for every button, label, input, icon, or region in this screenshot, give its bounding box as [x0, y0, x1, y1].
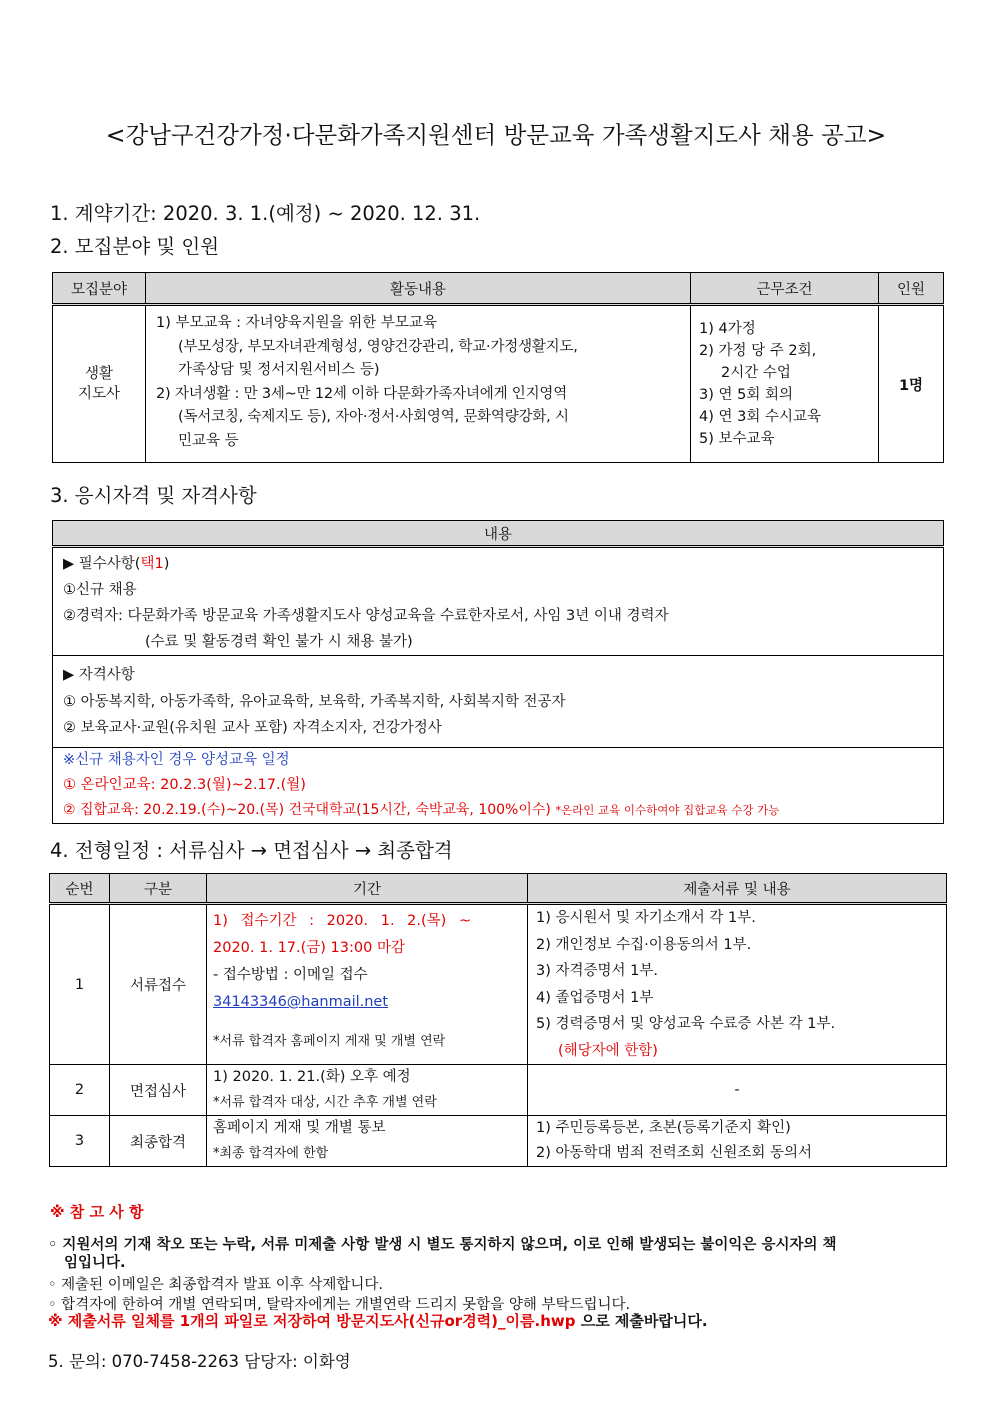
doc-line: 2) 아동학대 범죄 전력조회 신원조회 동의서: [536, 1145, 813, 1161]
period-line: 1) 접수기간 : 2020. 1. 2.(목) ~: [213, 913, 472, 929]
note-item: ◦ 합격자에 한하여 개별 연락되며, 탈락자에게는 개별연락 드리지 못함을 양해 부탁드립니다.: [48, 1297, 631, 1313]
period-line: 2020. 1. 17.(금) 13:00 마감: [213, 940, 405, 956]
recruit-table: [52, 272, 944, 463]
condition-line: 3) 연 5회 회의: [699, 387, 793, 403]
period-note: *최종 합격자에 한함: [213, 1146, 329, 1161]
note-item: [48, 1236, 948, 1272]
row-period: [207, 1116, 528, 1167]
note-filename: 방문지도사(신규or경력)_이름.hwp: [336, 1312, 576, 1330]
note-text-tail: 으로 제출바랍니다.: [575, 1312, 708, 1330]
condition-line: 2) 가정 당 주 2회,: [699, 343, 817, 359]
qual-title: ▶ 자격사항: [63, 667, 135, 683]
required-item: ②경력자: 다문화가족 방문교육 가족생활지도사 양성교육을 수료한자로서, 사임 3년 이내 경력자: [63, 608, 669, 624]
row-no: 1: [50, 904, 110, 1065]
row-docs: -: [528, 1065, 947, 1116]
row-docs: [528, 1116, 947, 1167]
training-online: ① 온라인교육: 20.2.3(월)~2.17.(월): [63, 777, 306, 793]
notes-title: ※ 참 고 사 항: [50, 1203, 144, 1221]
schedule-table: [49, 873, 947, 1167]
header-field: 모집분야: [53, 273, 146, 305]
note-line: ◦ 지원서의 기재 착오 또는 누락, 서류 미제출 사항 발생 시 별도 통지하지 않으며, 이로 인해 발생되는 불이익은 응시자의 책: [48, 1237, 837, 1253]
doc-line: 1) 주민등록등본, 초본(등록기준지 확인): [536, 1120, 791, 1136]
contact-line: 5. 문의: 070-7458-2263 담당자: 이화영: [48, 1352, 351, 1371]
activity-line: 민교육 등: [178, 432, 239, 449]
activity-cell: [146, 305, 691, 463]
qual-item: ① 아동복지학, 아동가족학, 유아교육학, 보육학, 가족복지학, 사회복지학 전공자: [63, 693, 566, 710]
header-period: 기간: [207, 874, 528, 904]
header-content: 내용: [53, 521, 944, 547]
required-item: ①신규 채용: [63, 582, 137, 598]
qualification-cell: [53, 656, 944, 748]
training-cell: [53, 748, 944, 824]
condition-line: 5) 보수교육: [699, 431, 775, 447]
training-offline-text: ② 집합교육: 20.2.19.(수)~20.(목) 건국대학교(15시간, 숙박교육, 100%이수): [63, 802, 551, 818]
header-docs: 제출서류 및 내용: [528, 874, 947, 904]
header-activity: 활동내용: [146, 273, 691, 305]
activity-line: 2) 자녀생활 : 만 3세~만 12세 이하 다문화가족자녀에게 인지영역: [156, 385, 568, 402]
doc-line: 1) 응시원서 및 자기소개서 각 1부.: [536, 910, 756, 926]
activity-line: (독서코칭, 숙제지도 등), 자아·정서·사회영역, 문화역량강화, 시: [178, 409, 569, 425]
period-note: *서류 합격자 대상, 시간 추후 개별 연락: [213, 1095, 437, 1110]
header-conditions: 근무조건: [691, 273, 879, 305]
note-text: ※ 제출서류 일체를 1개의 파일로 저장하여: [48, 1312, 337, 1330]
activity-line: (부모성장, 부모자녀관계형성, 영양건강관리, 학교·가정생활지도,: [178, 338, 578, 355]
email-link[interactable]: 34143346@hanmail.net: [213, 994, 389, 1010]
qualification-heading: 3. 응시자격 및 자격사항: [50, 484, 257, 507]
field-line: 생활: [84, 366, 113, 382]
activity-line: 1) 부모교육 : 자녀양육지원을 위한 부모교육: [156, 315, 437, 331]
required-item: (수료 및 활동경력 확인 불가 시 채용 불가): [145, 634, 413, 650]
schedule-heading: 4. 전형일정 : 서류심사 → 면접심사 → 최종합격: [50, 839, 453, 862]
doc-line: 5) 경력증명서 및 양성교육 수료증 사본 각 1부.: [536, 1016, 836, 1032]
header-type: 구분: [110, 874, 207, 904]
row-period: [207, 904, 528, 1065]
count-cell: 1명: [879, 305, 944, 463]
training-offline: [63, 798, 943, 823]
contract-period: 1. 계약기간: 2020. 3. 1.(예정) ~ 2020. 12. 31.: [50, 202, 481, 225]
header-no: 순번: [50, 874, 110, 904]
period-line: 1) 2020. 1. 21.(화) 오후 예정: [213, 1069, 411, 1085]
period-line: - 접수방법 : 이메일 접수: [213, 967, 368, 983]
note-item: ◦ 제출된 이메일은 최종합격자 발표 이후 삭제합니다.: [48, 1277, 383, 1293]
doc-line: 3) 자격증명서 1부.: [536, 963, 658, 979]
row-no: 3: [50, 1116, 110, 1167]
doc-line: 4) 졸업증명서 1부: [536, 989, 654, 1006]
qual-item: ② 보육교사·교원(유치원 교사 포함) 자격소지자, 건강가정사: [63, 720, 442, 736]
row-type: 최종합격: [110, 1116, 207, 1167]
page-title: <강남구건강가정·다문화가족지원센터 방문교육 가족생활지도사 채용 공고>: [105, 121, 887, 149]
activity-line: 가족상담 및 정서지원서비스 등): [178, 362, 380, 378]
qualification-table: [52, 520, 944, 824]
condition-line: 2시간 수업: [721, 365, 791, 381]
training-title: ※신규 채용자인 경우 양성교육 일정: [63, 752, 290, 768]
note-item: [48, 1310, 708, 1331]
row-type: 면접심사: [110, 1065, 207, 1116]
period-note: *서류 합격자 홈페이지 게재 및 개별 연락: [213, 1034, 446, 1049]
required-cell: [53, 547, 944, 656]
header-count: 인원: [879, 273, 944, 305]
required-title: [63, 551, 943, 577]
field-cell: [53, 305, 146, 463]
doc-line: 2) 개인정보 수집·이용동의서 1부.: [536, 936, 752, 953]
note-line: 임입니다.: [64, 1255, 126, 1271]
condition-line: 4) 연 3회 수시교육: [699, 409, 821, 425]
field-line: 지도사: [77, 386, 121, 402]
required-choice: 택1: [140, 556, 164, 572]
required-title-text: ▶ 필수사항(: [63, 556, 141, 572]
period-line: 홈페이지 게재 및 개별 통보: [213, 1120, 386, 1136]
row-type: 서류접수: [110, 904, 207, 1065]
email-line: [213, 989, 527, 1016]
condition-line: 1) 4가정: [699, 321, 756, 337]
row-docs: [528, 904, 947, 1065]
required-title-close: ): [163, 556, 170, 572]
training-offline-note: *온라인 교육 이수하여야 집합교육 수강 가능: [555, 803, 780, 817]
row-period: [207, 1065, 528, 1116]
doc-line-note: (해당자에 한함): [558, 1042, 658, 1059]
conditions-cell: [691, 305, 879, 463]
recruit-heading: 2. 모집분야 및 인원: [50, 235, 220, 258]
row-no: 2: [50, 1065, 110, 1116]
